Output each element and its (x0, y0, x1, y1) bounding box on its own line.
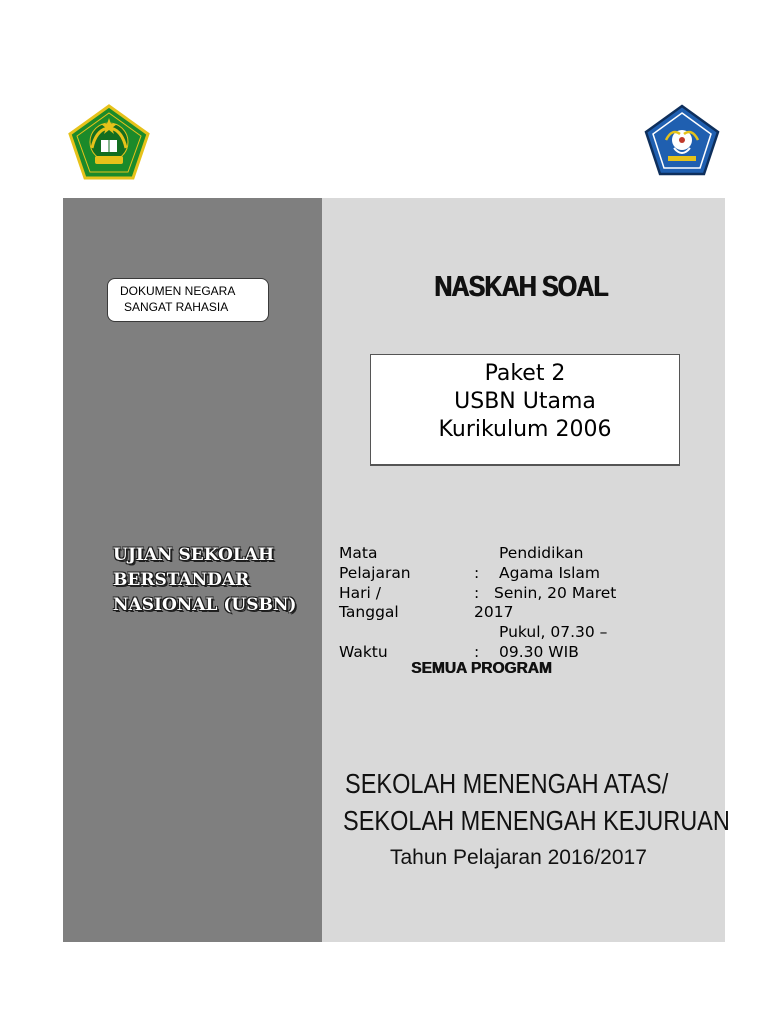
subject-value-2: Agama Islam (499, 564, 601, 582)
program-label: SEMUA PROGRAM (411, 660, 552, 677)
time-label: Waktu (339, 643, 388, 661)
exam-name-line-3: NASIONAL (USBN) (113, 595, 297, 615)
page-title: NASKAH SOAL (434, 271, 608, 303)
cover-page (63, 198, 730, 942)
doc-label-line-1: DOKUMEN NEGARA (120, 284, 236, 298)
date-separator: : (474, 584, 480, 602)
school-line-2: SEKOLAH MENENGAH KEJURUAN (343, 805, 730, 836)
subject-separator: : (474, 564, 480, 582)
package-number: Paket 2 (484, 361, 566, 386)
subject-value-1: Pendidikan (499, 544, 584, 562)
subject-label-2: Pelajaran (339, 564, 411, 582)
exam-name-line-1: UJIAN SEKOLAH (113, 545, 275, 565)
date-label-2: Tanggal (339, 603, 399, 621)
package-type: USBN Utama (454, 389, 596, 414)
time-value-2: 09.30 WIB (499, 643, 579, 661)
exam-name-line-2: BERSTANDAR (113, 570, 250, 590)
date-value-1: Senin, 20 Maret (494, 584, 617, 602)
tut-wuri-handayani-emblem-icon (644, 104, 720, 176)
left-panel (63, 198, 322, 942)
package-box (370, 354, 680, 466)
kemenag-emblem-icon (68, 104, 150, 180)
school-line-1: SEKOLAH MENENGAH ATAS/ (345, 768, 669, 799)
academic-year: Tahun Pelajaran 2016/2017 (390, 846, 647, 869)
document-classification-label (107, 278, 269, 322)
doc-label-line-2: SANGAT RAHASIA (124, 300, 229, 314)
time-value-1: Pukul, 07.30 – (499, 623, 608, 641)
subject-label-1: Mata (339, 544, 378, 562)
date-label-1: Hari / (339, 584, 381, 602)
curriculum: Kurikulum 2006 (438, 417, 612, 442)
date-value-2: 2017 (474, 603, 514, 621)
exam-name (113, 543, 313, 618)
time-separator: : (474, 643, 480, 661)
